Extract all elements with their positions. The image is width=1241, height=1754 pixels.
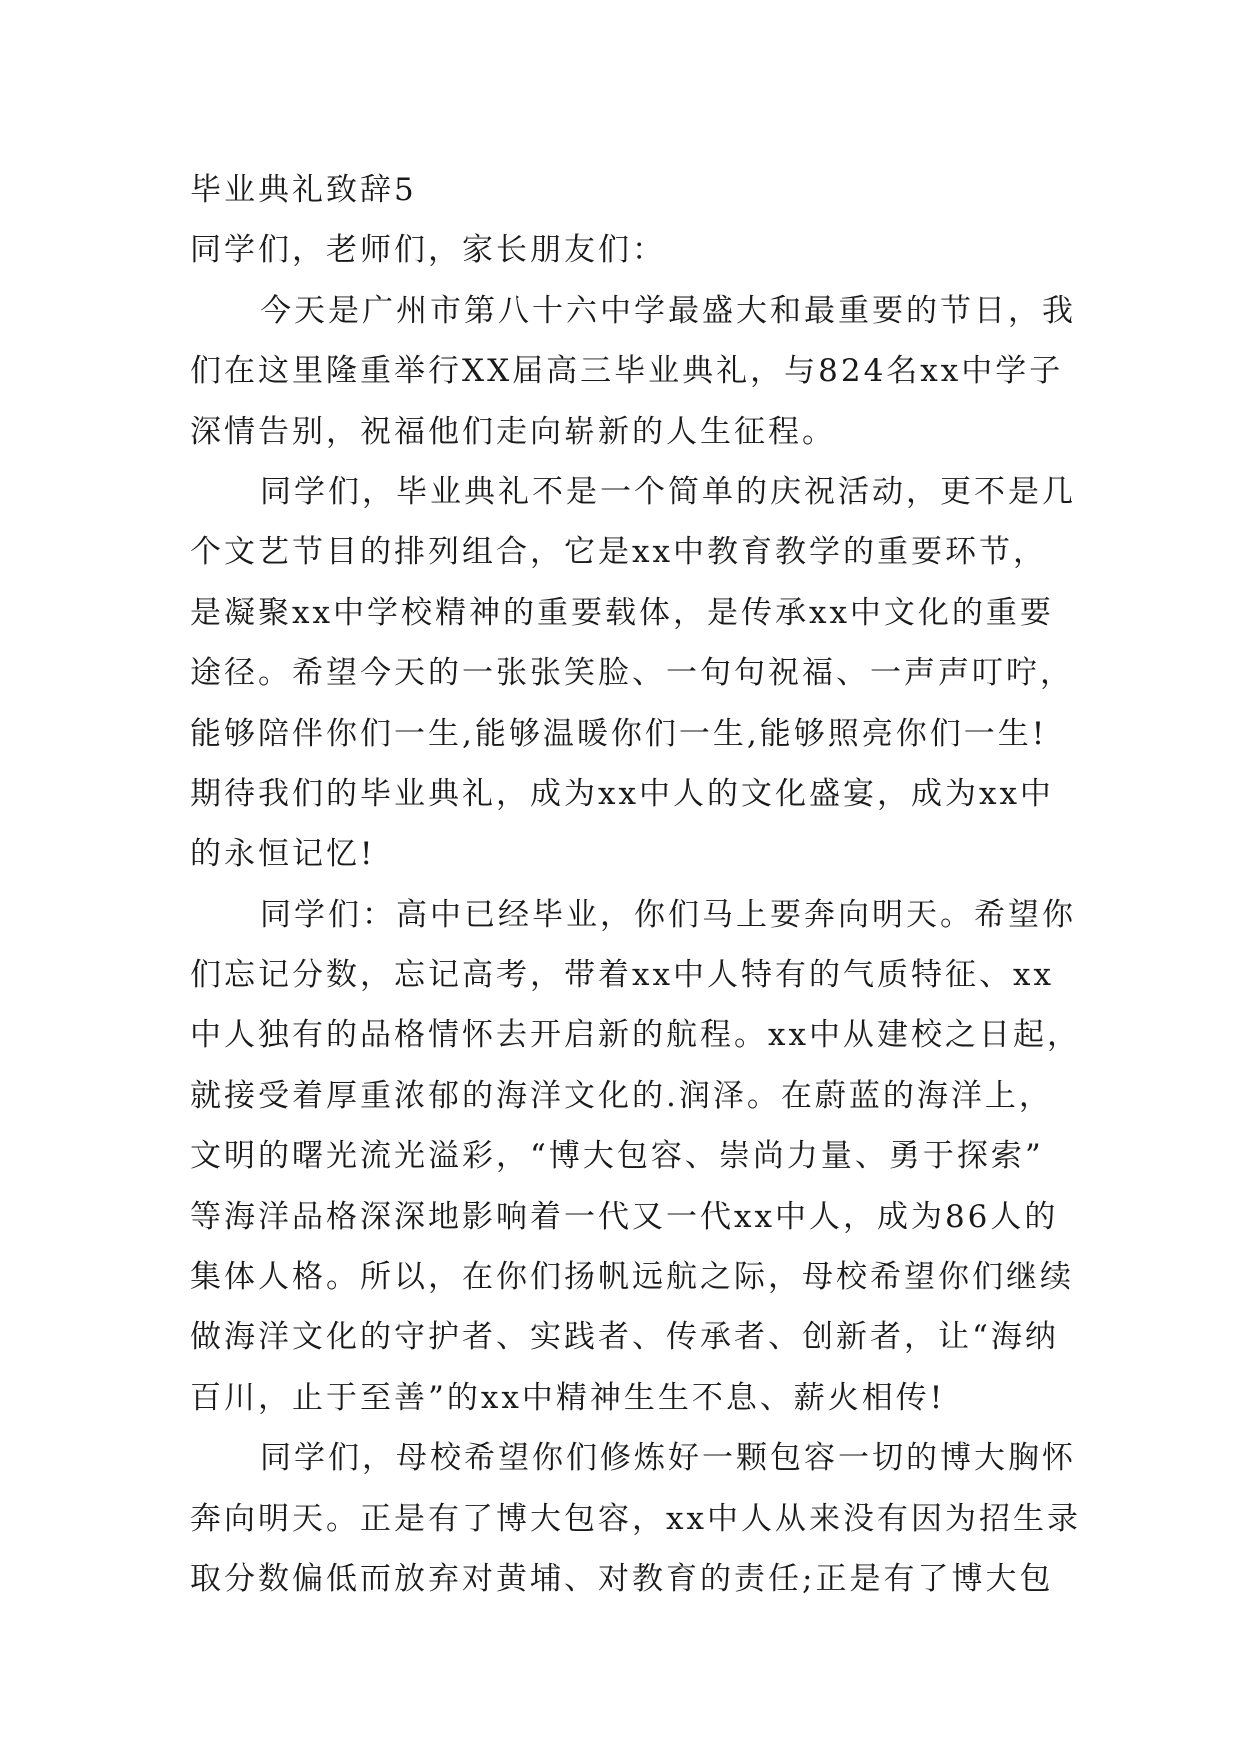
text-line: 就接受着厚重浓郁的海洋文化的.润泽。在蔚蓝的海洋上， xyxy=(190,1077,1053,1114)
text-line: 取分数偏低而放弃对黄埔、对教育的责任;正是有了博大包 xyxy=(190,1560,1054,1597)
text-line: 奔向明天。正是有了博大包容，xx中人从来没有因为招生录 xyxy=(190,1500,1081,1537)
text-line: 是凝聚xx中学校精神的重要载体，是传承xx中文化的重要 xyxy=(190,594,1054,631)
text-line: 期待我们的毕业典礼，成为xx中人的文化盛宴，成为xx中 xyxy=(190,775,1054,812)
text-line: 能够陪伴你们一生,能够温暖你们一生,能够照亮你们一生! xyxy=(190,715,1048,752)
text-line: 的永恒记忆! xyxy=(190,836,376,873)
text-line: 文明的曙光流光溢彩，“博大包容、崇尚力量、勇于探索” xyxy=(190,1138,1044,1175)
text-line: 做海洋文化的守护者、实践者、传承者、创新者，让“海纳 xyxy=(190,1319,1059,1356)
text-line: 集体人格。所以，在你们扬帆远航之际，母校希望你们继续 xyxy=(190,1259,1074,1296)
text-line: 中人独有的品格情怀去开启新的航程。xx中从建校之日起， xyxy=(190,1017,1081,1054)
document-body xyxy=(190,160,1081,1609)
text-line: 同学们，母校希望你们修炼好一颗包容一切的博大胸怀 xyxy=(260,1440,1076,1477)
text-line: 们在这里隆重举行XX届高三毕业典礼，与824名xx中学子 xyxy=(190,353,1064,390)
text-line: 同学们，毕业典礼不是一个简单的庆祝活动，更不是几 xyxy=(260,473,1076,510)
text-line: 同学们，老师们，家长朋友们： xyxy=(190,232,666,269)
document-title: 毕业典礼致辞5 xyxy=(190,172,417,208)
document-text xyxy=(190,220,1081,1609)
text-line: 同学们：高中已经毕业，你们马上要奔向明天。希望你 xyxy=(260,896,1076,933)
text-line: 等海洋品格深深地影响着一代又一代xx中人，成为86人的 xyxy=(190,1198,1059,1235)
text-line: 途径。希望今天的一张张笑脸、一句句祝福、一声声叮咛， xyxy=(190,655,1074,692)
text-line: 今天是广州市第八十六中学最盛大和最重要的节日，我 xyxy=(260,292,1076,329)
text-line: 们忘记分数，忘记高考，带着xx中人特有的气质特征、xx xyxy=(190,957,1054,994)
text-line: 百川，止于至善”的xx中精神生生不息、薪火相传! xyxy=(190,1379,946,1416)
text-line: 深情告别，祝福他们走向崭新的人生征程。 xyxy=(190,413,836,450)
text-line: 个文艺节目的排列组合，它是xx中教育教学的重要环节， xyxy=(190,534,1047,571)
